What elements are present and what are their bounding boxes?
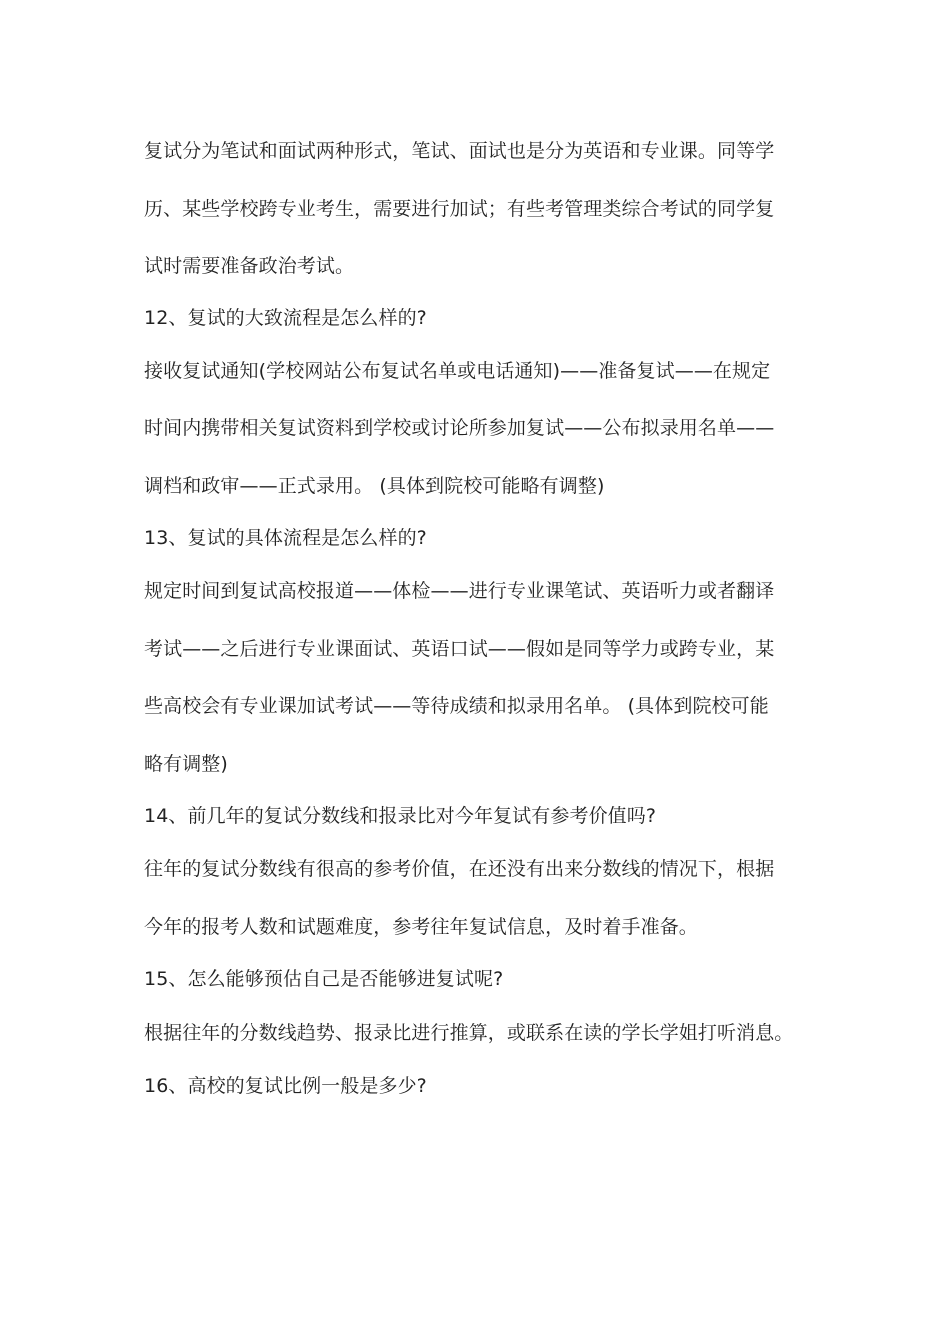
paragraph-line: 些高校会有专业课加试考试——等待成绩和拟录用名单。 (具体到院校可能	[144, 695, 769, 717]
paragraph-line: 历、某些学校跨专业考生，需要进行加试；有些考管理类综合考试的同学复	[144, 198, 775, 220]
paragraph-line: 接收复试通知(学校网站公布复试名单或电话通知)——准备复试——在规定	[144, 360, 771, 382]
question-heading: 15、怎么能够预估自己是否能够进复试呢?	[144, 968, 504, 990]
question-heading: 13、复试的具体流程是怎么样的?	[144, 527, 427, 549]
question-heading: 12、复试的大致流程是怎么样的?	[144, 307, 427, 329]
paragraph-line: 略有调整)	[144, 753, 228, 775]
paragraph-line: 时间内携带相关复试资料到学校或讨论所参加复试——公布拟录用名单——	[144, 417, 775, 439]
paragraph-line: 复试分为笔试和面试两种形式，笔试、面试也是分为英语和专业课。同等学	[144, 140, 775, 162]
paragraph-line: 往年的复试分数线有很高的参考价值，在还没有出来分数线的情况下，根据	[144, 858, 775, 880]
paragraph-line: 调档和政审——正式录用。 (具体到院校可能略有调整)	[144, 475, 605, 497]
paragraph-line: 试时需要准备政治考试。	[144, 255, 355, 277]
paragraph-line: 根据往年的分数线趋势、报录比进行推算，或联系在读的学长学姐打听消息。	[144, 1022, 794, 1044]
paragraph-line: 今年的报考人数和试题难度，参考往年复试信息，及时着手准备。	[144, 916, 698, 938]
question-heading: 14、前几年的复试分数线和报录比对今年复试有参考价值吗?	[144, 805, 657, 827]
paragraph-line: 规定时间到复试高校报道——体检——进行专业课笔试、英语听力或者翻译	[144, 580, 775, 602]
paragraph-line: 考试——之后进行专业课面试、英语口试——假如是同等学力或跨专业，某	[144, 638, 775, 660]
question-heading: 16、高校的复试比例一般是多少?	[144, 1075, 427, 1097]
